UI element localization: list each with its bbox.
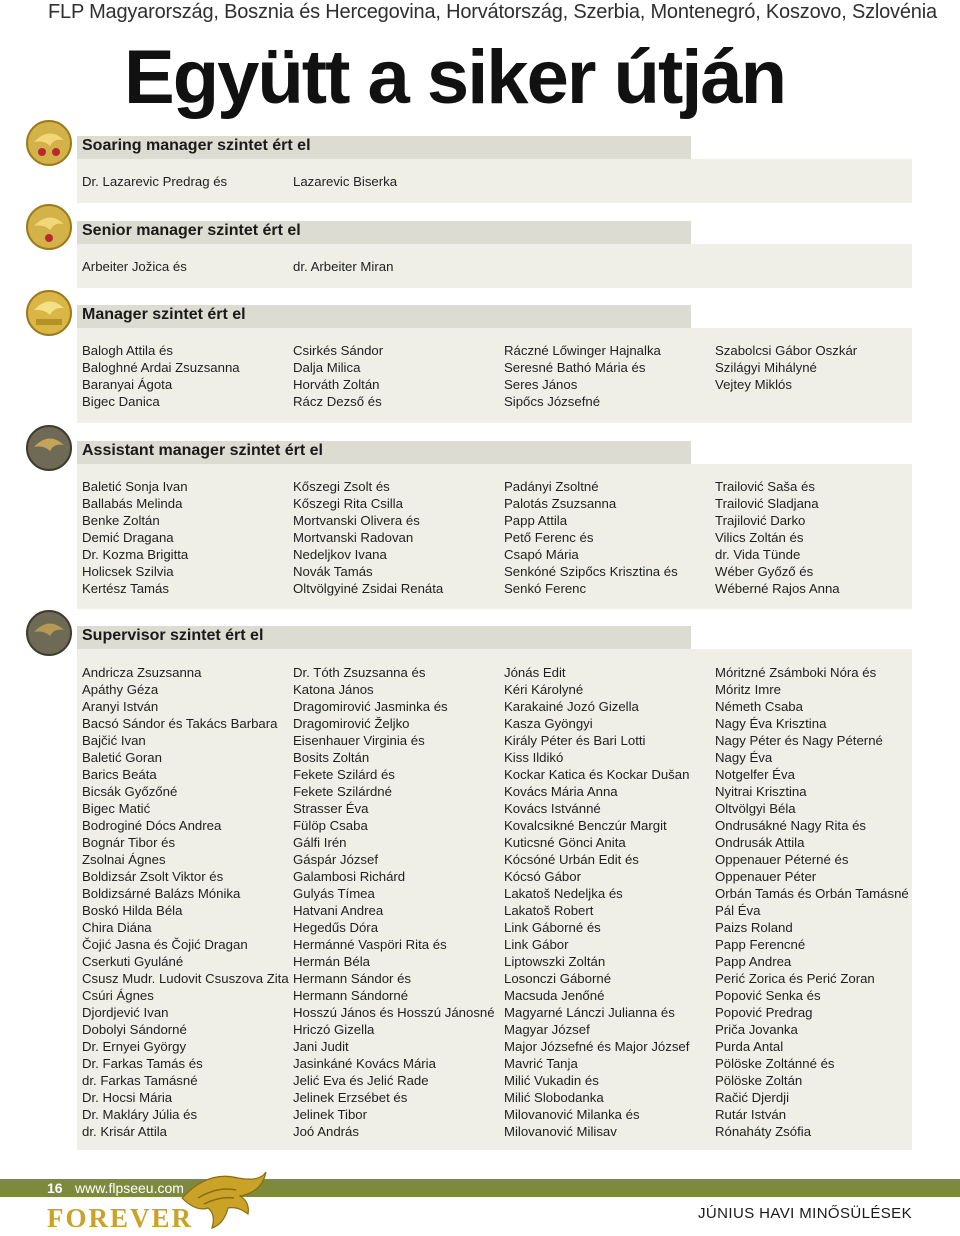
list-item: Jasinkáné Kovács Mária (293, 1056, 436, 1071)
list-item: Oltvölgyiné Zsidai Renáta (293, 581, 444, 596)
list-item: Dr. Makláry Júlia és (82, 1107, 198, 1122)
list-item: Rácz Dezső és (293, 394, 382, 409)
column-3 (504, 478, 678, 597)
list-item: Dr. Farkas Tamás és (82, 1056, 203, 1071)
list-item: Csirkés Sándor (293, 343, 384, 358)
list-item: Pető Ferenc és (504, 530, 594, 545)
list-item: Gulyás Tímea (293, 886, 375, 901)
list-item: Pál Éva (715, 903, 761, 918)
list-item: Király Péter és Bari Lotti (504, 733, 646, 748)
list-item: Kovács Mária Anna (504, 784, 618, 799)
list-item: Jelić Eva és Jelić Rade (293, 1073, 429, 1088)
section-title: Manager szintet ért el (82, 306, 246, 323)
list-item: Bodroginé Dócs Andrea (82, 818, 222, 833)
list-item: Račić Djerdji (715, 1090, 790, 1105)
section-header (77, 626, 691, 649)
list-item: Priča Jovanka (715, 1022, 798, 1037)
list-item: Vejtey Miklós (715, 377, 792, 392)
list-item: Hermann Sándorné (293, 988, 409, 1003)
list-item: Lakatoš Robert (504, 903, 594, 918)
list-item: Karakainé Jozó Gizella (504, 699, 639, 714)
list-item: Kasza Gyöngyi (504, 716, 593, 731)
list-item: Kőszegi Zsolt és (293, 479, 390, 494)
list-item: Fekete Szilárd és (293, 767, 395, 782)
list-item: Baranyai Ágota (82, 377, 173, 392)
column-1 (82, 342, 240, 410)
list-item: Bosits Zoltán (293, 750, 370, 765)
list-item: dr. Farkas Tamásné (82, 1073, 198, 1088)
list-item: Rónaháty Zsófia (715, 1124, 812, 1139)
column-4 (715, 478, 840, 597)
list-item: Baletić Goran (82, 750, 162, 765)
list-item: Aranyi István (82, 699, 159, 714)
section-header (77, 221, 691, 244)
list-item: Horváth Zoltán (293, 377, 380, 392)
section-header (77, 305, 691, 328)
column-2 (293, 342, 383, 410)
list-item: Nedeljkov Ivana (293, 547, 387, 562)
list-item: Bigec Matić (82, 801, 151, 816)
list-item: Popović Senka és (715, 988, 821, 1003)
list-item: Kéri Károlyné (504, 682, 584, 697)
column-1 (82, 478, 188, 597)
list-item: Bicsák Győzőné (82, 784, 178, 799)
list-item: Boldizsárné Balázs Mónika (82, 886, 241, 901)
list-item: Liptowszki Zoltán (504, 954, 606, 969)
list-item: Dr. Kozma Brigitta (82, 547, 189, 562)
list-item: Bognár Tibor és (82, 835, 176, 850)
list-item: Oppenauer Péter (715, 869, 817, 884)
list-item: Kócsóné Urbán Edit és (504, 852, 639, 867)
column-2 (293, 664, 495, 1140)
list-item: Sipőcs Józsefné (504, 394, 601, 409)
list-item: Gáspár József (293, 852, 379, 867)
website-link[interactable]: www.flpseeu.com (75, 1180, 184, 1196)
list-item: Hatvani Andrea (293, 903, 384, 918)
list-item: Dr. Ernyei György (82, 1039, 187, 1054)
list-item: Kovalcsikné Benczúr Margit (504, 818, 667, 833)
column-4 (715, 342, 857, 393)
list-item: Ballabás Melinda (82, 496, 183, 511)
column-3 (504, 342, 661, 410)
list-item: Boskó Hilda Béla (82, 903, 183, 918)
column-3 (504, 664, 689, 1140)
list-item: Hriczó Gizella (293, 1022, 375, 1037)
list-item: Seresné Bathó Mária és (504, 360, 646, 375)
list-item: Vilics Zoltán és (715, 530, 804, 545)
list-item: Cserkuti Gyuláné (82, 954, 184, 969)
list-item: Oltvölgyi Béla (715, 801, 796, 816)
section-header (77, 136, 691, 159)
list-item: Nagy Éva (715, 750, 773, 765)
list-item: Hegedűs Dóra (293, 920, 379, 935)
list-item: Link Gáborné és (504, 920, 601, 935)
list-item: Dalja Milica (293, 360, 361, 375)
list-item: Hermán Béla (293, 954, 370, 969)
list-item: Čojić Jasna és Čojić Dragan (82, 937, 248, 952)
list-item: Orbán Tamás és Orbán Tamásné (715, 886, 909, 901)
list-item: Senkó Ferenc (504, 581, 587, 596)
eagle-pin-gold-ruby-icon (24, 202, 74, 252)
list-item: Ondrusák Attila (715, 835, 805, 850)
column-1 (82, 258, 187, 275)
list-item: Wéberné Rajos Anna (715, 581, 840, 596)
list-item: Apáthy Géza (82, 682, 159, 697)
list-item: Baloghné Ardai Zsuzsanna (82, 360, 240, 375)
list-item: Németh Csaba (715, 699, 803, 714)
list-item: Mortvanski Olivera és (293, 513, 420, 528)
region-line: FLP Magyarország, Bosznia és Hercegovina, Horvátország, Szerbia, Montenegró, Koszovo, Szlovénia (48, 1, 937, 23)
eagle-pin-bronze-icon (24, 608, 74, 658)
list-item: Dr. Tóth Zsuzsanna és (293, 665, 426, 680)
list-item: Kertész Tamás (82, 581, 169, 596)
section-title: Soaring manager szintet ért el (82, 137, 311, 154)
list-item: Móritzné Zsámboki Nóra és (715, 665, 877, 680)
list-item: Magyarné Lánczi Julianna és (504, 1005, 675, 1020)
section-body (77, 244, 912, 288)
list-item: Gálfi Irén (293, 835, 347, 850)
list-item: Hermann Sándor és (293, 971, 412, 986)
list-item: Nagy Péter és Nagy Péterné (715, 733, 883, 748)
eagle-pin-gold-ruby-icon (24, 118, 74, 168)
list-item: Senkóné Szipőcs Krisztina és (504, 564, 678, 579)
list-item: Macsuda Jenőné (504, 988, 605, 1003)
section-title: Supervisor szintet ért el (82, 627, 264, 644)
list-item: Papp Andrea (715, 954, 792, 969)
column-2 (293, 478, 443, 597)
list-item: Szabolcsi Gábor Oszkár (715, 343, 858, 358)
section-title: Senior manager szintet ért el (82, 222, 301, 239)
list-item: Milić Slobodanka (504, 1090, 604, 1105)
list-item: Mavrić Tanja (504, 1056, 578, 1071)
list-item: Jani Judit (293, 1039, 349, 1054)
list-item: Benke Zoltán (82, 513, 160, 528)
column-2 (293, 258, 393, 275)
list-item: Dragomirović Željko (293, 716, 410, 731)
list-item: Kuticsné Gönci Anita (504, 835, 626, 850)
list-item: Lazarevic Biserka (293, 174, 398, 189)
list-item: Nagy Éva Krisztina (715, 716, 827, 731)
list-item: Joó András (293, 1124, 359, 1139)
list-item: Notgelfer Éva (715, 767, 795, 782)
list-item: Milovanović Milisav (504, 1124, 617, 1139)
column-1 (82, 173, 227, 190)
list-item: Wéber Győző és (715, 564, 814, 579)
list-item: Katona János (293, 682, 374, 697)
brand-wordmark: FOREVER (47, 1203, 194, 1233)
list-item: Lakatoš Nedeljka és (504, 886, 623, 901)
list-item: Magyar József (504, 1022, 590, 1037)
list-item: Fülöp Csaba (293, 818, 368, 833)
eagle-pin-bronze-icon (24, 423, 74, 473)
list-item: Chira Diána (82, 920, 152, 935)
list-item: Perić Zorica és Perić Zoran (715, 971, 875, 986)
column-2 (293, 173, 397, 190)
list-item: Oppenauer Péterné és (715, 852, 849, 867)
list-item: Kiss Ildikó (504, 750, 564, 765)
list-item: Jelinek Erzsébet és (293, 1090, 408, 1105)
list-item: Barics Beáta (82, 767, 157, 782)
list-item: Holicsek Szilvia (82, 564, 174, 579)
list-item: Arbeiter Jožica és (82, 259, 187, 274)
issue-label: JÚNIUS HAVI MINŐSÜLÉSEK (698, 1205, 912, 1222)
list-item: Papp Ferencné (715, 937, 806, 952)
list-item: Kovács Istvánné (504, 801, 601, 816)
list-item: Djordjević Ivan (82, 1005, 169, 1020)
list-item: Csusz Mudr. Ludovit Csuszova Zita (82, 971, 289, 986)
list-item: Bacsó Sándor és Takács Barbara (82, 716, 278, 731)
list-item: Dr. Hocsi Mária (82, 1090, 173, 1105)
list-item: Major Józsefné és Major József (504, 1039, 690, 1054)
list-item: Pölöske Zoltán (715, 1073, 803, 1088)
list-item: Paizs Roland (715, 920, 793, 935)
column-1 (82, 664, 289, 1140)
list-item: Bigec Danica (82, 394, 160, 409)
list-item: Ráczné Lőwinger Hajnalka (504, 343, 661, 358)
list-item: Galambosi Richárd (293, 869, 406, 884)
list-item: Milić Vukadin és (504, 1073, 599, 1088)
list-item: Móritz Imre (715, 682, 781, 697)
list-item: Csapó Mária (504, 547, 579, 562)
list-item: Zsolnai Ágnes (82, 852, 166, 867)
list-item: Jónás Edit (504, 665, 566, 680)
section-title: Assistant manager szintet ért el (82, 442, 323, 459)
list-item: Hermánné Vaspöri Rita és (293, 937, 447, 952)
list-item: Kócsó Gábor (504, 869, 581, 884)
list-item: Boldizsár Zsolt Viktor és (82, 869, 224, 884)
list-item: Kockar Katica és Kockar Dušan (504, 767, 690, 782)
list-item: Andricza Zsuzsanna (82, 665, 202, 680)
list-item: Kőszegi Rita Csilla (293, 496, 403, 511)
page-headline: Együtt a siker útján (124, 35, 786, 120)
list-item: Purda Antal (715, 1039, 784, 1054)
list-item: dr. Arbeiter Miran (293, 259, 394, 274)
list-item: Eisenhauer Virginia és (293, 733, 425, 748)
list-item: Pölöske Zoltánné és (715, 1056, 835, 1071)
list-item: Trailović Sladjana (715, 496, 819, 511)
list-item: Losonczi Gáborné (504, 971, 612, 986)
list-item: Novák Tamás (293, 564, 373, 579)
list-item: Palotás Zsuzsanna (504, 496, 617, 511)
list-item: Dobolyi Sándorné (82, 1022, 187, 1037)
list-item: Fekete Szilárdné (293, 784, 392, 799)
list-item: Ondrusákné Nagy Rita és (715, 818, 866, 833)
list-item: Trailović Saša és (715, 479, 815, 494)
eagle-logo-icon (178, 1168, 270, 1230)
list-item: Szilágyi Mihályné (715, 360, 817, 375)
list-item: Mortvanski Radovan (293, 530, 414, 545)
list-item: Milovanović Milanka és (504, 1107, 640, 1122)
list-item: Balogh Attila és (82, 343, 173, 358)
list-item: Csúri Ágnes (82, 988, 154, 1003)
list-item: Rutár István (715, 1107, 787, 1122)
list-item: dr. Vida Tünde (715, 547, 801, 562)
list-item: Papp Attila (504, 513, 568, 528)
list-item: Strasser Éva (293, 801, 369, 816)
list-item: Link Gábor (504, 937, 569, 952)
list-item: Dragomirović Jasminka és (293, 699, 448, 714)
list-item: Nyitrai Krisztina (715, 784, 807, 799)
list-item: Seres János (504, 377, 578, 392)
eagle-pin-gold-icon (24, 288, 74, 338)
list-item: Trajilović Darko (715, 513, 806, 528)
list-item: Padányi Zsoltné (504, 479, 599, 494)
list-item: Popović Predrag (715, 1005, 813, 1020)
list-item: Demić Dragana (82, 530, 174, 545)
list-item: dr. Krisár Attila (82, 1124, 168, 1139)
section-header (77, 441, 691, 464)
list-item: Bajčić Ivan (82, 733, 146, 748)
list-item: Hosszú János és Hosszú Jánosné (293, 1005, 495, 1020)
list-item: Baletić Sonja Ivan (82, 479, 188, 494)
column-4 (715, 664, 909, 1140)
page-number: 16 (47, 1180, 63, 1196)
list-item: Jelinek Tibor (293, 1107, 368, 1122)
list-item: Dr. Lazarevic Predrag és (82, 174, 228, 189)
